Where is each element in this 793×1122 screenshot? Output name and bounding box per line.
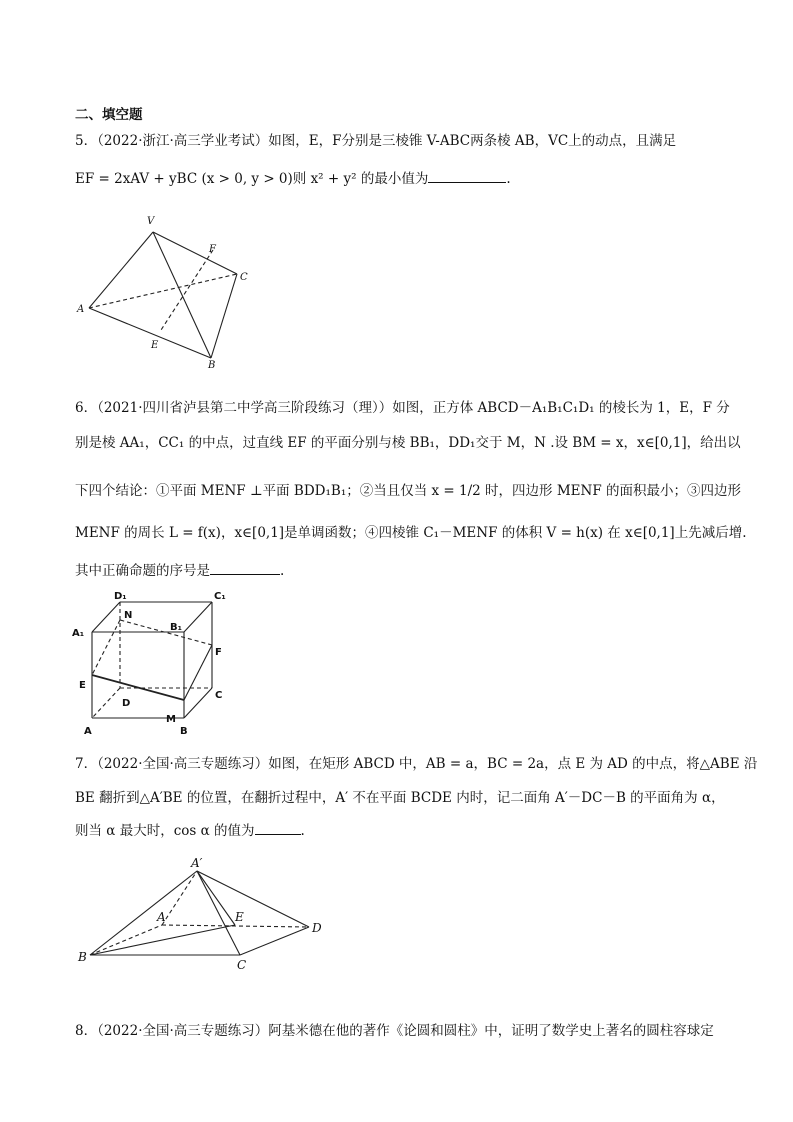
label-e: E	[151, 340, 159, 351]
label-b1: B₁	[170, 622, 183, 633]
label-d1: D₁	[114, 591, 127, 602]
q6-line-3: 下四个结论：①平面 MENF ⊥平面 BDD₁B₁；②当且仅当 x = 1/2 时，四边形 MENF 的面积最小；③四边形	[75, 483, 741, 499]
label-b: B	[180, 726, 188, 737]
q5-line-1: 5．（2022·浙江·高三学业考试）如图，E，F分别是三棱锥 V-ABC两条棱 AB，VC上的动点，且满足	[75, 133, 677, 149]
q5-formula: EF = 2xAV + yBC (x > 0, y > 0)则 x² + y² 的最小值为	[75, 171, 429, 187]
q7-fold-figure	[75, 855, 335, 980]
label-f: F	[215, 647, 222, 658]
label-f: F	[209, 244, 216, 255]
label-c: C	[237, 958, 247, 972]
label-e: E	[79, 680, 86, 691]
q7-answer-blank[interactable]	[255, 820, 301, 835]
label-n: N	[124, 610, 133, 621]
label-c: C	[240, 272, 248, 283]
q8-line-1: 8．（2022·全国·高三专题练习）阿基米德在他的著作《论圆和圆柱》中，证明了数学史上著名的圆柱容球定	[75, 1023, 714, 1039]
label-m: M	[166, 714, 176, 725]
q7-line-2: BE 翻折到△A′BE 的位置，在翻折过程中，A′ 不在平面 BCDE 内时，记二面角 A′－DC－B 的平面角为 α，	[75, 790, 725, 806]
q6-answer-blank[interactable]	[210, 560, 280, 575]
section-title: 二、填空题	[75, 107, 143, 123]
label-v: V	[147, 216, 155, 227]
label-b: B	[208, 360, 216, 370]
q6-cube-figure	[70, 590, 240, 745]
q5-answer-blank[interactable]	[428, 168, 506, 183]
q6-line-2: 别是棱 AA₁，CC₁ 的中点，过直线 EF 的平面分别与棱 BB₁，DD₁交于 M，N .设 BM = x，x∈[0,1]，给出以	[75, 435, 741, 451]
label-c: C	[215, 690, 223, 701]
label-a: A	[157, 910, 166, 924]
label-e: E	[235, 910, 244, 924]
q6-line-5: 其中正确命题的序号是 .	[75, 560, 284, 581]
label-d: D	[312, 921, 322, 935]
q7-line-3: 则当 α 最大时，cos α 的值为 .	[75, 820, 305, 841]
label-b: B	[78, 950, 87, 964]
q6-line-4: MENF 的周长 L = f(x)，x∈[0,1]是单调函数；④四棱锥 C₁－MENF 的体积 V = h(x) 在 x∈[0,1]上先减后增.	[75, 525, 747, 541]
label-c1: C₁	[214, 591, 226, 602]
q6-line-1: 6．（2021·四川省泸县第二中学高三阶段练习（理））如图，正方体 ABCD－A₁B₁C₁D₁ 的棱长为 1，E，F 分	[75, 400, 730, 416]
q5-line-2: EF = 2xAV + yBC (x > 0, y > 0)则 x² + y² 的最小值为 .	[75, 168, 511, 189]
q7-line-1: 7．（2022·全国·高三专题练习）如图，在矩形 ABCD 中，AB = a，BC = 2a，点 E 为 AD 的中点，将△ABE 沿	[75, 756, 758, 772]
label-a: A	[84, 726, 92, 737]
label-a: A	[77, 304, 85, 315]
label-a-prime: A′	[191, 856, 203, 870]
label-d: D	[122, 698, 131, 709]
label-a1: A₁	[72, 628, 85, 639]
q5-pyramid-figure	[75, 210, 255, 370]
